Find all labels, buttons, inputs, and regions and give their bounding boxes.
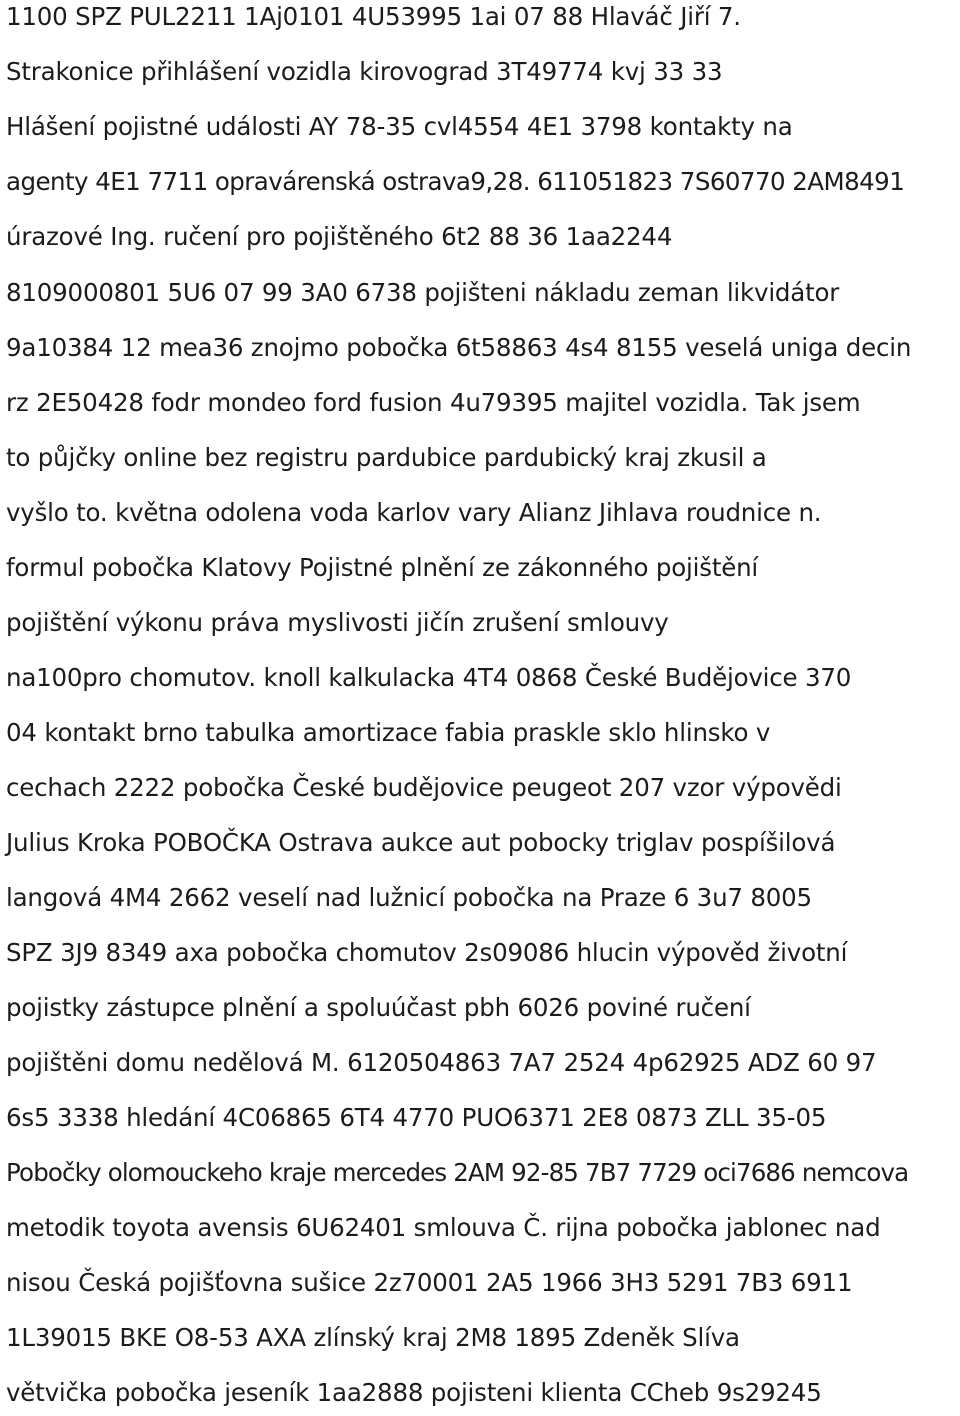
text-line-26: větvička pobočka jeseník 1aa2888 pojisteni klienta CCheb 9s29245	[6, 1378, 822, 1407]
text-line-18: SPZ 3J9 8349 axa pobočka chomutov 2s09086 hlucin výpověd životní	[6, 938, 848, 967]
text-line-20: pojištěni domu nedělová M. 6120504863 7A7 2524 4p62925 ADZ 60 97	[6, 1048, 877, 1077]
text-line-14: 04 kontakt brno tabulka amortizace fabia praskle sklo hlinsko v	[6, 718, 771, 747]
text-line-23: metodik toyota avensis 6U62401 smlouva Č. rijna pobočka jablonec nad	[6, 1213, 881, 1242]
text-line-11: formul pobočka Klatovy Pojistné plnění ze zákonného pojištění	[6, 553, 759, 582]
text-line-10: vyšlo to. května odolena voda karlov vary Alianz Jihlava roudnice n.	[6, 498, 822, 527]
text-line-4: agenty 4E1 7711 opravárenská ostrava9,28. 611051823 7S60770 2AM8491	[6, 167, 905, 196]
text-line-5: úrazové Ing. ručení pro pojištěného 6t2 88 36 1aa2244	[6, 222, 673, 251]
text-line-24: nisou Česká pojišťovna sušice 2z70001 2A5 1966 3H3 5291 7B3 6911	[6, 1268, 853, 1297]
text-line-7: 9a10384 12 mea36 znojmo pobočka 6t58863 4s4 8155 veselá uniga decin	[6, 333, 912, 362]
text-line-9: to půjčky online bez registru pardubice pardubický kraj zkusil a	[6, 443, 767, 472]
text-line-16: Julius Kroka POBOČKA Ostrava aukce aut pobocky triglav pospíšilová	[6, 828, 836, 857]
text-line-22: Pobočky olomouckeho kraje mercedes 2AM 92-85 7B7 7729 oci7686 nemcova	[6, 1158, 909, 1187]
text-line-17: langová 4M4 2662 veselí nad lužnicí pobočka na Praze 6 3u7 8005	[6, 883, 812, 912]
text-line-3: Hlášení pojistné události AY 78-35 cvl4554 4E1 3798 kontakty na	[6, 112, 793, 141]
text-line-1: 1100 SPZ PUL2211 1Aj0101 4U53995 1ai 07 88 Hlaváč Jiří 7.	[6, 2, 741, 31]
text-line-12: pojištění výkonu práva myslivosti jičín zrušení smlouvy	[6, 608, 669, 637]
text-line-8: rz 2E50428 fodr mondeo ford fusion 4u79395 majitel vozidla. Tak jsem	[6, 388, 861, 417]
text-line-2: Strakonice přihlášení vozidla kirovograd 3T49774 kvj 33 33	[6, 57, 723, 86]
text-line-15: cechach 2222 pobočka České budějovice peugeot 207 vzor výpovědi	[6, 773, 842, 802]
text-line-13: na100pro chomutov. knoll kalkulacka 4T4 0868 České Budějovice 370	[6, 663, 852, 692]
text-line-25: 1L39015 BKE O8-53 AXA zlínský kraj 2M8 1895 Zdeněk Slíva	[6, 1323, 740, 1352]
text-line-6: 8109000801 5U6 07 99 3A0 6738 pojišteni nákladu zeman likvidátor	[6, 278, 840, 307]
text-line-21: 6s5 3338 hledání 4C06865 6T4 4770 PUO6371 2E8 0873 ZLL 35-05	[6, 1103, 827, 1132]
text-line-19: pojistky zástupce plnění a spoluúčast pbh 6026 poviné ručení	[6, 993, 751, 1022]
